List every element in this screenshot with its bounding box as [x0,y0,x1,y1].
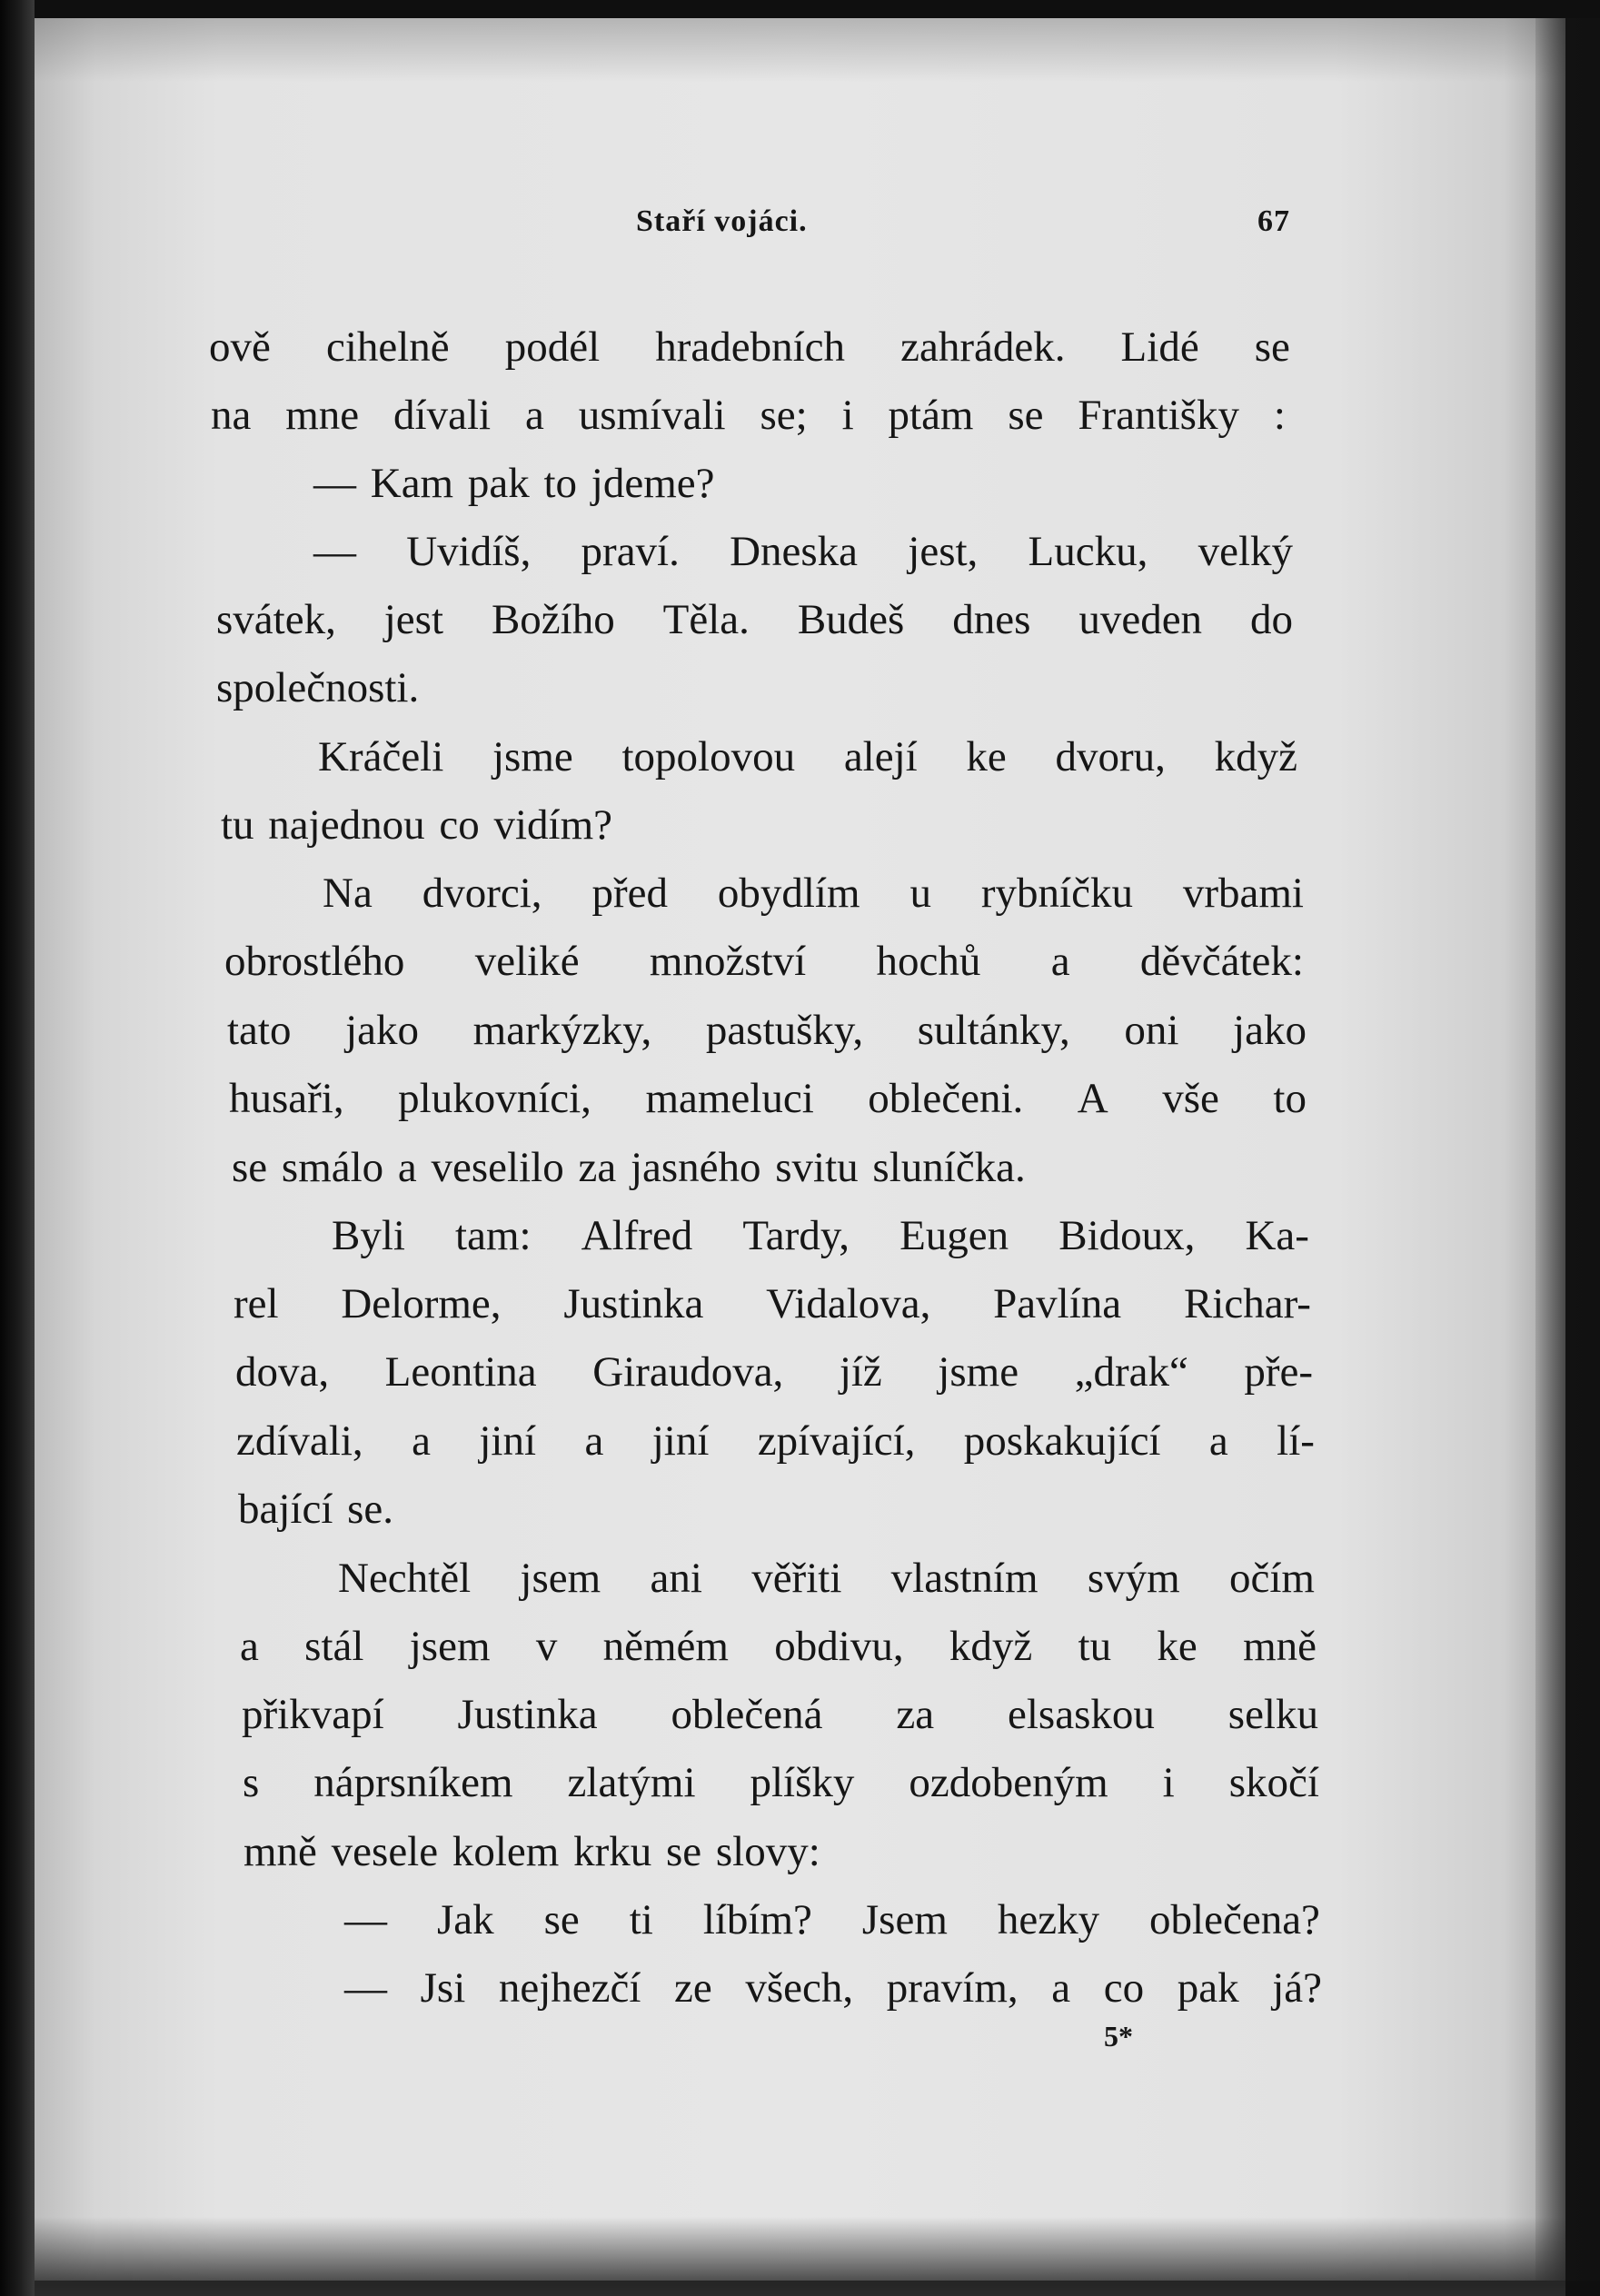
text-line: dova, Leontina Giraudova, jíž jsme „drak“ pře- [235,1348,1313,1396]
text-line: ově cihelně podél hradebních zahrádek. Lidé se [209,323,1290,371]
text-line: svátek, jest Božího Těla. Budeš dnes uveden do [216,596,1293,643]
text-line: — Jak se ti líbím? Jsem hezky oblečena? [344,1896,1320,1943]
text-line: Nechtěl jsem ani věřiti vlastním svým očím [338,1555,1315,1602]
text-line: tu najednou co vidím? [221,801,612,849]
text-line: rel Delorme, Justinka Vidalova, Pavlína Richar- [234,1280,1311,1327]
printer-signature-mark: 5* [1104,2020,1133,2052]
text-line: — Jsi nejhezčí ze všech, pravím, a co pak já? [344,1964,1322,2012]
text-line: Kráčeli jsme topolovou alejí ke dvoru, když [318,733,1297,780]
text-line: se smálo a veselilo za jasného svitu sluníčka. [232,1144,1026,1191]
text-line: Na dvorci, před obydlím u rybníčku vrbami [323,870,1304,917]
text-line: zdívali, a jiní a jiní zpívající, poskakující a lí- [236,1417,1315,1465]
text-line: obrostlého veliké množství hochů a děvčátek: [224,938,1304,985]
text-line: mně vesele kolem krku se slovy: [243,1828,820,1875]
text-line: — Uvidíš, praví. Dneska jest, Lucku, velký [313,528,1293,575]
text-line: a stál jsem v němém obdivu, když tu ke mně [240,1623,1317,1670]
text-line: tato jako markýzky, pastušky, sultánky, oni jako [227,1007,1307,1054]
text-line: společnosti. [216,664,420,711]
running-header [636,204,1290,250]
text-line: na mne dívali a usmívali se; i ptám se Františky : [211,392,1286,439]
text-line: bající se. [238,1486,394,1533]
chapter-title: Staří vojáci. [636,204,808,238]
text-line: husaři, plukovníci, mameluci oblečeni. A vše to [229,1075,1307,1122]
text-line: — Kam pak to jdeme? [313,460,715,507]
text-line: s náprsníkem zlatými plíšky ozdobeným i skočí [243,1759,1319,1806]
text-line: přikvapí Justinka oblečená za elsaskou selku [242,1691,1318,1738]
text-line: Byli tam: Alfred Tardy, Eugen Bidoux, Ka- [332,1212,1309,1259]
page-number: 67 [1257,204,1290,238]
